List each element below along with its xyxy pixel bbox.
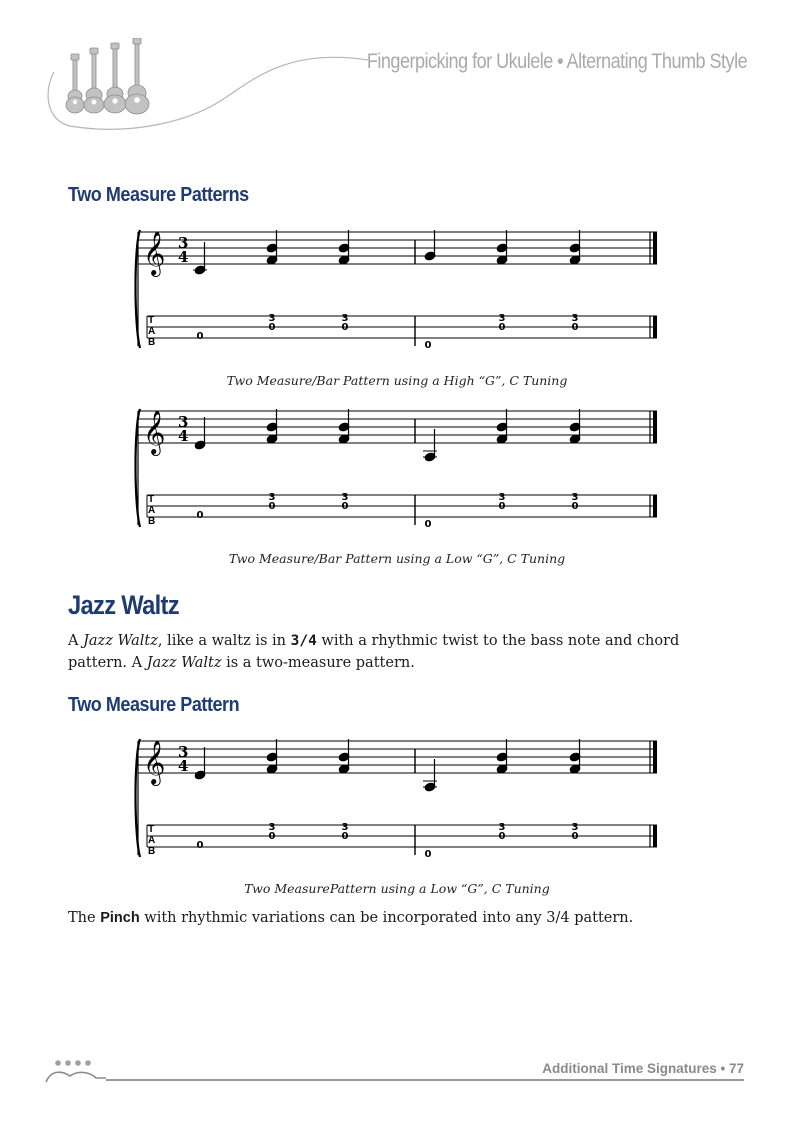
tab-fret: 3 (571, 313, 579, 324)
header-title: Fingerpicking for Ukulele • Alternating Thumb Style (366, 50, 747, 73)
text-run: with rhythmic variations can be incorporated into any 3/4 pattern. (139, 910, 634, 926)
svg-text:𝄞: 𝄞 (143, 231, 166, 275)
tab-fret: 0 (424, 519, 432, 530)
tab-fret: 0 (196, 331, 204, 342)
term-pinch: Pinch (100, 910, 140, 926)
tab-clef-a: A (148, 326, 156, 337)
tab-fret: 0 (196, 840, 204, 851)
tab-fret: 0 (341, 501, 349, 512)
tab-fret: 0 (268, 322, 276, 333)
tab-clef-t: T (148, 494, 155, 505)
tab-fret: 3 (498, 822, 506, 833)
section-heading-jazz-waltz: Jazz Waltz (68, 590, 179, 620)
tab-fret: 0 (571, 322, 579, 333)
notation-example-1 (132, 226, 662, 354)
tab-fret: 3 (341, 822, 349, 833)
tab-clef-b: B (148, 337, 156, 348)
svg-text:𝄞: 𝄞 (143, 410, 166, 454)
tab-clef-a: A (148, 505, 156, 516)
time-signature-bottom: 4 (178, 248, 189, 266)
tab-fret: 3 (571, 822, 579, 833)
footer-page-label: Additional Time Signatures • 77 (542, 1061, 744, 1076)
tab-fret: 0 (498, 501, 506, 512)
jazz-waltz-paragraph (68, 630, 730, 674)
notation-example-3 (132, 735, 662, 863)
tab-fret: 0 (196, 510, 204, 521)
pinch-paragraph (68, 907, 730, 929)
caption-example-2: Two Measure/Bar Pattern using a Low “G”, C Tuning (228, 551, 566, 566)
tab-clef-t: T (148, 315, 155, 326)
tab-clef-t: T (148, 824, 155, 835)
text-run: , like a waltz is in (157, 633, 291, 649)
tab-fret: 3 (498, 492, 506, 503)
svg-text:𝄞: 𝄞 (143, 740, 166, 784)
text-run: with a rhythmic twist to the bass note and chord pattern. A (68, 633, 680, 671)
tab-fret: 0 (268, 831, 276, 842)
ukulele-logo-icon (40, 38, 370, 138)
section-heading-two-measure-patterns: Two Measure Patterns (68, 184, 249, 206)
time-signature-top: 3 (178, 743, 189, 761)
tab-fret: 3 (268, 313, 276, 324)
tab-clef-b: B (148, 846, 156, 857)
tab-fret: 0 (341, 322, 349, 333)
time-signature-top: 3 (178, 413, 189, 431)
tab-fret: 0 (571, 831, 579, 842)
term-jazz-waltz: Jazz Waltz (146, 655, 222, 671)
tab-fret: 3 (268, 822, 276, 833)
tab-fret: 0 (498, 322, 506, 333)
tab-clef-a: A (148, 835, 156, 846)
text-run: The (68, 910, 101, 926)
time-signature-text: 3/4 (290, 633, 317, 649)
tab-fret: 3 (341, 492, 349, 503)
time-signature-bottom: 4 (178, 427, 189, 445)
text-run: A (68, 633, 84, 649)
time-signature-bottom: 4 (178, 757, 189, 775)
tab-fret: 0 (268, 501, 276, 512)
tab-clef-b: B (148, 516, 156, 527)
caption-example-1: Two Measure/Bar Pattern using a High “G”, C Tuning (226, 373, 568, 388)
tab-fret: 0 (498, 831, 506, 842)
text-run: is a two-measure pattern. (221, 655, 415, 671)
tab-fret: 0 (571, 501, 579, 512)
section-heading-two-measure-pattern: Two Measure Pattern (68, 694, 240, 716)
caption-example-3: Two MeasurePattern using a Low “G”, C Tuning (244, 881, 550, 896)
tab-fret: 0 (424, 849, 432, 860)
term-jazz-waltz: Jazz Waltz (83, 633, 158, 649)
tab-fret: 0 (424, 340, 432, 351)
notation-example-2 (132, 405, 662, 533)
time-signature-top: 3 (178, 234, 189, 252)
tab-fret: 3 (498, 313, 506, 324)
tab-fret: 3 (268, 492, 276, 503)
tab-fret: 3 (571, 492, 579, 503)
tab-fret: 3 (341, 313, 349, 324)
tab-fret: 0 (341, 831, 349, 842)
